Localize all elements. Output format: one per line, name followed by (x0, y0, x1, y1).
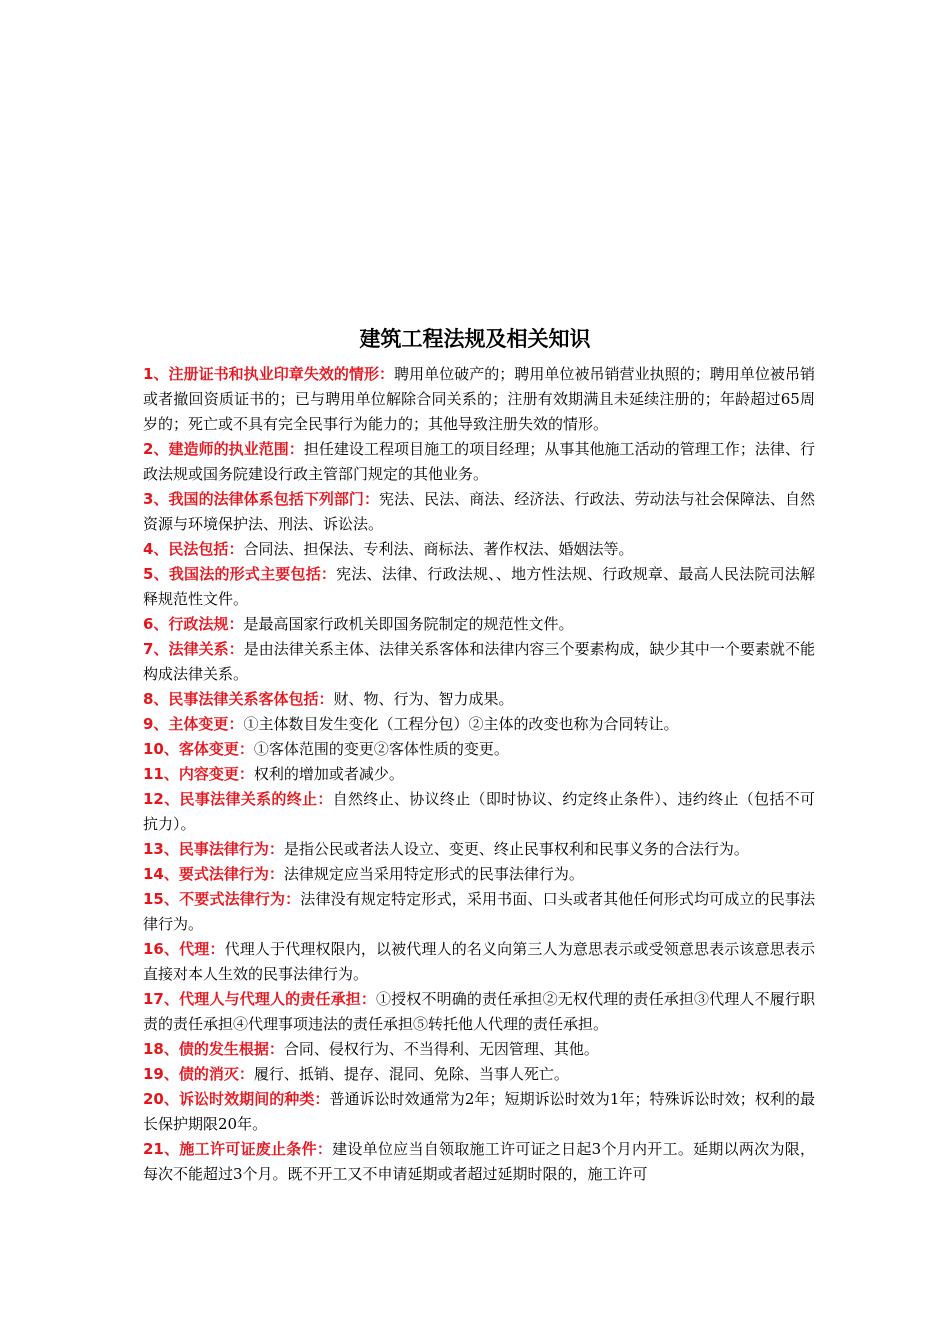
item-term: 3、我国的法律体系包括下列部门： (143, 490, 379, 508)
list-item (143, 787, 815, 837)
list-item (143, 487, 815, 537)
item-term: 15、不要式法律行为： (143, 890, 301, 908)
item-term: 17、代理人与代理人的责任承担： (143, 990, 377, 1008)
list-item (143, 1137, 815, 1187)
list-item (143, 837, 815, 862)
list-item (143, 887, 815, 937)
item-description: 建设单位应当自领取施工许可证之日起3个月内开工。延期以两次为限，每次不能超过3个月。既不开工又不申请延期或者超过延期时限的，施工许可 (143, 1140, 815, 1183)
item-term: 4、民法包括： (143, 540, 244, 558)
item-term: 16、代理： (143, 940, 225, 958)
item-term: 1、注册证书和执业印章失效的情形： (143, 365, 395, 383)
item-term: 18、债的发生根据： (143, 1040, 284, 1058)
list-item (143, 537, 815, 562)
item-term: 21、施工许可证废止条件： (143, 1140, 333, 1158)
list-item (143, 737, 815, 762)
item-description: 合同法、担保法、专利法、商标法、著作权法、婚姻法等。 (243, 540, 634, 558)
list-item (143, 987, 815, 1037)
list-item (143, 762, 815, 787)
item-term: 14、要式法律行为： (143, 865, 284, 883)
item-description: ①主体数目发生变化（工程分包）②主体的改变也称为合同转让。 (243, 715, 679, 733)
item-description: 宪法、法律、行政法规、、地方性法规、行政规章、最高人民法院司法解释规范性文件。 (143, 565, 815, 608)
item-description: 聘用单位破产的；聘用单位被吊销营业执照的；聘用单位被吊销或者撤回资质证书的；已与聘用单位解除合同关系的；注册有效期满且未延续注册的；年龄超过65周岁的；死亡或不具有完全民事行为能力的；其他导致注册失效的情形。 (143, 365, 815, 433)
item-term: 9、主体变更： (143, 715, 244, 733)
list-item (143, 562, 815, 612)
item-term: 2、建造师的执业范围： (143, 440, 304, 458)
item-description: 是最高国家行政机关即国务院制定的规范性文件。 (243, 615, 574, 633)
item-term: 11、内容变更： (143, 765, 254, 783)
item-description: 代理人于代理权限内，以被代理人的名义向第三人为意思表示或受领意思表示该意思表示直接对本人生效的民事法律行为。 (143, 940, 815, 983)
list-item (143, 712, 815, 737)
item-term: 8、民事法律关系客体包括： (143, 690, 334, 708)
list-item (143, 862, 815, 887)
knowledge-list (143, 362, 815, 1187)
page-title: 建筑工程法规及相关知识 (359, 327, 591, 351)
item-term: 5、我国法的形式主要包括： (143, 565, 337, 583)
item-term: 12、民事法律关系的终止： (143, 790, 333, 808)
item-term: 19、债的消灭： (143, 1065, 254, 1083)
list-item (143, 437, 815, 487)
item-description: 法律没有规定特定形式，采用书面、口头或者其他任何形式均可成立的民事法律行为。 (143, 890, 815, 933)
item-description: 合同、侵权行为、不当得利、无因管理、其他。 (283, 1040, 599, 1058)
item-description: ①客体范围的变更②客体性质的变更。 (253, 740, 509, 758)
item-term: 6、行政法规： (143, 615, 244, 633)
item-description: 普通诉讼时效通常为2年；短期诉讼时效为1年；特殊诉讼时效；权利的最长保护期限20年。 (143, 1090, 815, 1133)
item-term: 10、客体变更： (143, 740, 254, 758)
item-description: 是指公民或者法人设立、变更、终止民事权利和民事义务的合法行为。 (283, 840, 749, 858)
list-item (143, 1062, 815, 1087)
list-item (143, 362, 815, 437)
item-description: 是由法律关系主体、法律关系客体和法律内容三个要素构成，缺少其中一个要素就不能构成法律关系。 (143, 640, 815, 683)
item-term: 20、诉讼时效期间的种类： (143, 1090, 330, 1108)
item-description: 宪法、民法、商法、经济法、行政法、劳动法与社会保障法、自然资源与环境保护法、刑法、诉讼法。 (143, 490, 815, 533)
list-item (143, 687, 815, 712)
item-description: 权利的增加或者减少。 (253, 765, 404, 783)
list-item (143, 637, 815, 687)
item-description: 自然终止、协议终止（即时协议、约定终止条件）、违约终止（包括不可抗力）。 (143, 790, 815, 833)
item-term: 7、法律关系： (143, 640, 244, 658)
item-description: ①授权不明确的责任承担②无权代理的责任承担③代理人不履行职责的责任承担④代理事项违法的责任承担⑤转托他人代理的责任承担。 (143, 990, 815, 1033)
item-description: 履行、抵销、提存、混同、免除、当事人死亡。 (253, 1065, 569, 1083)
item-term: 13、民事法律行为： (143, 840, 284, 858)
item-description: 法律规定应当采用特定形式的民事法律行为。 (283, 865, 584, 883)
list-item (143, 937, 815, 987)
item-description: 担任建设工程项目施工的项目经理；从事其他施工活动的管理工作；法律、行政法规或国务院建设行政主管部门规定的其他业务。 (143, 440, 815, 483)
list-item (143, 1037, 815, 1062)
list-item (143, 612, 815, 637)
item-description: 财、物、行为、智力成果。 (333, 690, 514, 708)
list-item (143, 1087, 815, 1137)
